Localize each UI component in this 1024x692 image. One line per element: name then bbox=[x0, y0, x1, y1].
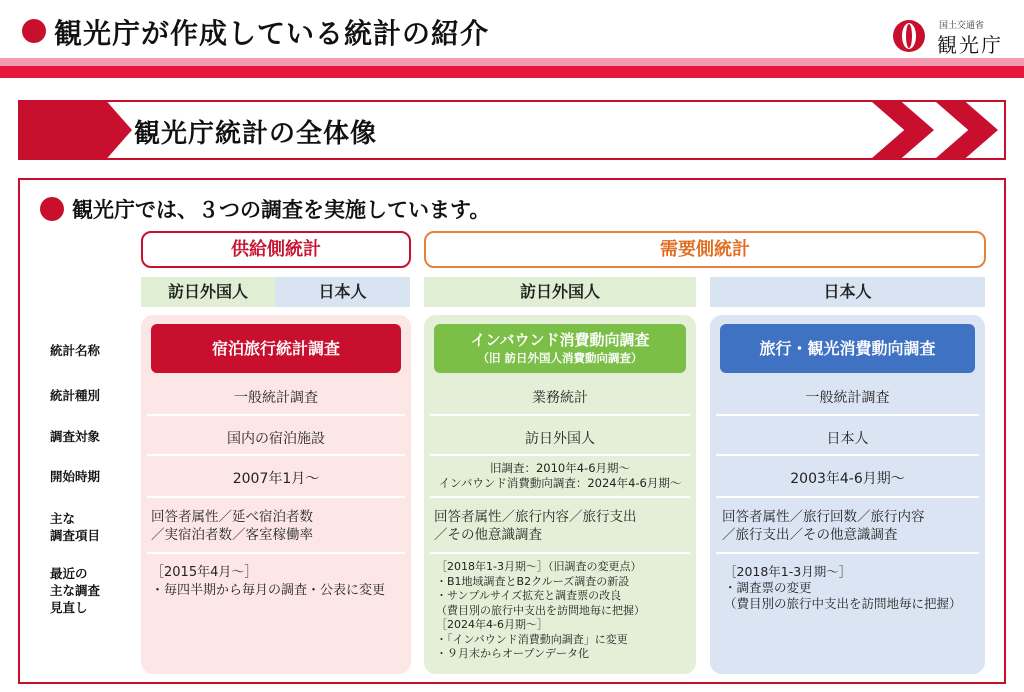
chevron-right-icon bbox=[872, 102, 934, 158]
category-demand: 需要側統計 bbox=[424, 231, 986, 268]
cell-review-domestic bbox=[724, 564, 962, 612]
subheader-supply-foreign: 訪日外国人 bbox=[141, 277, 275, 307]
cell-items-line: 回答者属性／延べ宿泊者数 bbox=[151, 509, 313, 525]
subheader-supply-japanese: 日本人 bbox=[275, 277, 410, 307]
cell-target-domestic: 日本人 bbox=[826, 431, 869, 447]
survey-name-inbound-main: インバウンド消費動向調査 bbox=[470, 331, 650, 349]
cell-items-line: ／旅行支出／その他意識調査 bbox=[722, 527, 898, 543]
cell-type-inbound: 業務統計 bbox=[532, 390, 588, 406]
cell-items-line: 回答者属性／旅行内容／旅行支出 bbox=[434, 509, 637, 525]
cell-start-inbound-line: 旧調査：2010年4-6月期～ bbox=[489, 461, 631, 475]
section-title: 観光庁統計の全体像 bbox=[134, 119, 378, 149]
row-label-review-line: 最近の bbox=[50, 566, 88, 581]
cell-items-domestic bbox=[722, 508, 925, 544]
cell-target-inbound: 訪日外国人 bbox=[525, 431, 595, 447]
arrow-banner-icon bbox=[20, 102, 132, 158]
cell-start-accommodation: 2007年1月～ bbox=[232, 471, 320, 487]
row-divider bbox=[430, 454, 690, 456]
row-label-items bbox=[50, 510, 100, 544]
cell-review-inbound bbox=[436, 560, 645, 662]
cell-review-line: ・「インバウンド消費動向調査」に変更 bbox=[436, 632, 628, 646]
row-divider bbox=[716, 496, 979, 498]
header-stripe-pink bbox=[0, 58, 1024, 66]
row-label-type: 統計種別 bbox=[50, 388, 101, 403]
row-divider bbox=[147, 496, 405, 498]
cell-review-line: ［2018年1-3月期～］ bbox=[724, 564, 852, 579]
cell-review-line: ・９月末からオープンデータ化 bbox=[436, 647, 590, 660]
cell-review-line: （費目別の旅行中支出を訪問地毎に把握） bbox=[436, 603, 645, 617]
row-divider bbox=[430, 496, 690, 498]
logo-agency-text: 観光庁 bbox=[937, 33, 1003, 57]
cell-review-line: （費目別の旅行中支出を訪問地毎に把握） bbox=[724, 596, 962, 611]
row-divider bbox=[147, 552, 405, 554]
chevron-right-icon bbox=[936, 102, 998, 158]
bullet-dot-icon bbox=[22, 19, 46, 43]
cell-review-line: ・サンプルサイズ拡充と調査票の改良 bbox=[436, 589, 622, 602]
cell-review-line: ［2015年4月～］ bbox=[151, 565, 258, 580]
row-divider bbox=[430, 414, 690, 416]
survey-name-inbound bbox=[434, 324, 686, 373]
row-divider bbox=[147, 414, 405, 416]
cell-review-line: ・調査票の変更 bbox=[724, 580, 812, 595]
cell-items-inbound bbox=[434, 508, 637, 544]
cell-target-accommodation: 国内の宿泊施設 bbox=[227, 431, 325, 447]
logo-ministry-text: 国土交通省 bbox=[939, 21, 985, 31]
row-label-review bbox=[50, 565, 100, 616]
cell-type-domestic: 一般統計調査 bbox=[805, 390, 890, 406]
cell-items-line: 回答者属性／旅行回数／旅行内容 bbox=[722, 509, 925, 525]
row-divider bbox=[147, 454, 405, 456]
cell-review-line: ［2018年1-3月期～］（旧調査の変更点） bbox=[436, 560, 642, 573]
row-divider bbox=[430, 552, 690, 554]
row-divider bbox=[716, 414, 979, 416]
page-title: 観光庁が作成している統計の紹介 bbox=[54, 17, 490, 50]
category-supply: 供給側統計 bbox=[141, 231, 411, 268]
cell-start-inbound bbox=[424, 461, 696, 491]
logo-mark-icon bbox=[893, 20, 925, 52]
cell-review-line: ・毎四半期から毎月の調査・公表に変更 bbox=[151, 583, 386, 598]
bullet-dot-icon bbox=[40, 197, 64, 221]
cell-start-domestic: 2003年4-6月期～ bbox=[790, 471, 905, 487]
page-header bbox=[0, 0, 1024, 58]
japan-tourism-agency-logo bbox=[893, 18, 1013, 58]
cell-review-line: ・B1地域調査とB2クルーズ調査の新設 bbox=[436, 574, 630, 588]
row-divider bbox=[716, 454, 979, 456]
survey-name-inbound-sub: （旧 訪日外国人消費動向調査） bbox=[477, 351, 643, 365]
cell-type-accommodation: 一般統計調査 bbox=[234, 390, 318, 406]
subheader-demand-foreign: 訪日外国人 bbox=[424, 277, 696, 307]
row-label-start: 開始時期 bbox=[50, 469, 101, 484]
cell-items-line: ／実宿泊者数／客室稼働率 bbox=[151, 527, 313, 543]
intro-text: 観光庁では、３つの調査を実施しています。 bbox=[72, 198, 491, 222]
cell-start-inbound-line: インバウンド消費動向調査：2024年4-6月期～ bbox=[438, 476, 682, 490]
cell-items-line: ／その他意識調査 bbox=[434, 527, 542, 543]
section-banner bbox=[18, 100, 1006, 160]
survey-name-domestic: 旅行・観光消費動向調査 bbox=[720, 324, 975, 373]
header-stripe-red bbox=[0, 66, 1024, 78]
row-label-items-line: 主な bbox=[50, 511, 76, 526]
row-label-items-line: 調査項目 bbox=[50, 528, 101, 543]
row-divider bbox=[716, 552, 979, 554]
row-label-review-line: 見直し bbox=[50, 600, 88, 615]
overview-box bbox=[18, 178, 1006, 684]
cell-items-accommodation bbox=[151, 508, 313, 544]
cell-review-line: ［2024年4-6月期～］ bbox=[436, 618, 548, 631]
row-label-name: 統計名称 bbox=[50, 343, 101, 358]
cell-review-accommodation bbox=[151, 564, 385, 600]
row-label-review-line: 主な調査 bbox=[50, 583, 101, 598]
survey-name-accommodation: 宿泊旅行統計調査 bbox=[151, 324, 401, 373]
row-label-target: 調査対象 bbox=[50, 429, 101, 444]
subheader-demand-japanese: 日本人 bbox=[710, 277, 985, 307]
